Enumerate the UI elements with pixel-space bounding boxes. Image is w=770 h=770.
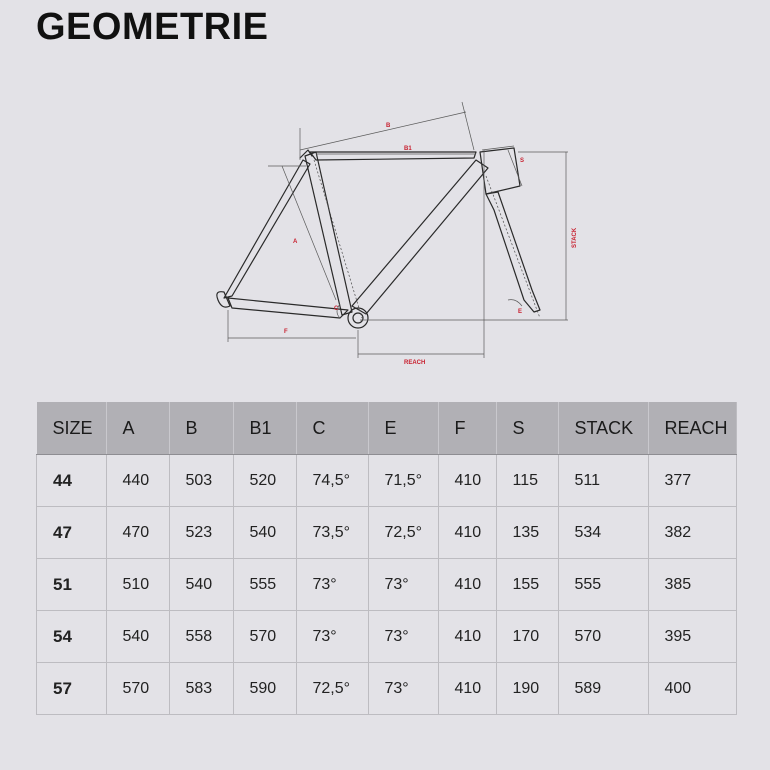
table-cell: 73° [368, 611, 438, 663]
table-cell: 589 [558, 663, 648, 715]
table-cell: 558 [169, 611, 233, 663]
table-cell: 400 [648, 663, 737, 715]
col-header: C [296, 402, 368, 455]
table-cell: 590 [233, 663, 296, 715]
table-cell: 385 [648, 559, 737, 611]
table-cell: 540 [169, 559, 233, 611]
table-cell: 73° [296, 559, 368, 611]
col-header: E [368, 402, 438, 455]
col-header: REACH [648, 402, 737, 455]
table-cell: 410 [438, 507, 496, 559]
table-row [37, 663, 737, 715]
table-cell: 47 [37, 507, 107, 559]
table-cell: 520 [233, 455, 296, 507]
table-cell: 410 [438, 663, 496, 715]
table-cell: 570 [558, 611, 648, 663]
page-title: GEOMETRIE [36, 6, 269, 48]
table-cell: 540 [106, 611, 169, 663]
table-cell: 410 [438, 611, 496, 663]
table-cell: 510 [106, 559, 169, 611]
col-header: B [169, 402, 233, 455]
table-cell: 155 [496, 559, 558, 611]
table-row [37, 455, 737, 507]
label-b1: B1 [404, 146, 412, 152]
table-cell: 44 [37, 455, 107, 507]
table-cell: 570 [233, 611, 296, 663]
table-cell: 555 [558, 559, 648, 611]
table-cell: 170 [496, 611, 558, 663]
label-s: S [520, 158, 525, 164]
table-cell: 57 [37, 663, 107, 715]
col-header: SIZE [37, 402, 107, 455]
table-cell: 570 [106, 663, 169, 715]
table-cell: 540 [233, 507, 296, 559]
table-cell: 523 [169, 507, 233, 559]
table-cell: 555 [233, 559, 296, 611]
table-cell: 73° [296, 611, 368, 663]
table-cell: 73° [368, 663, 438, 715]
table-cell: 395 [648, 611, 737, 663]
geometry-table [36, 402, 737, 715]
table-header-row [37, 402, 737, 455]
label-b: B [386, 123, 391, 129]
table-cell: 135 [496, 507, 558, 559]
table-cell: 73° [368, 559, 438, 611]
col-header: A [106, 402, 169, 455]
table-cell: 534 [558, 507, 648, 559]
label-c: C [334, 306, 339, 312]
table-cell: 470 [106, 507, 169, 559]
table-cell: 73,5° [296, 507, 368, 559]
table-cell: 410 [438, 455, 496, 507]
table-cell: 74,5° [296, 455, 368, 507]
table-cell: 115 [496, 455, 558, 507]
table-cell: 410 [438, 559, 496, 611]
label-f: F [284, 329, 288, 335]
col-header: B1 [233, 402, 296, 455]
table-cell: 382 [648, 507, 737, 559]
table-cell: 72,5° [296, 663, 368, 715]
table-row [37, 507, 737, 559]
label-e: E [518, 309, 523, 315]
col-header: STACK [558, 402, 648, 455]
label-a: A [293, 239, 298, 245]
label-reach: REACH [404, 360, 426, 366]
table-row [37, 559, 737, 611]
label-stack: STACK [572, 227, 578, 248]
col-header: F [438, 402, 496, 455]
table-cell: 51 [37, 559, 107, 611]
table-cell: 72,5° [368, 507, 438, 559]
table-cell: 377 [648, 455, 737, 507]
table-cell: 440 [106, 455, 169, 507]
table-cell: 583 [169, 663, 233, 715]
table-cell: 503 [169, 455, 233, 507]
table-cell: 71,5° [368, 455, 438, 507]
table-row [37, 611, 737, 663]
table-cell: 54 [37, 611, 107, 663]
table-cell: 190 [496, 663, 558, 715]
col-header: S [496, 402, 558, 455]
table-cell: 511 [558, 455, 648, 507]
